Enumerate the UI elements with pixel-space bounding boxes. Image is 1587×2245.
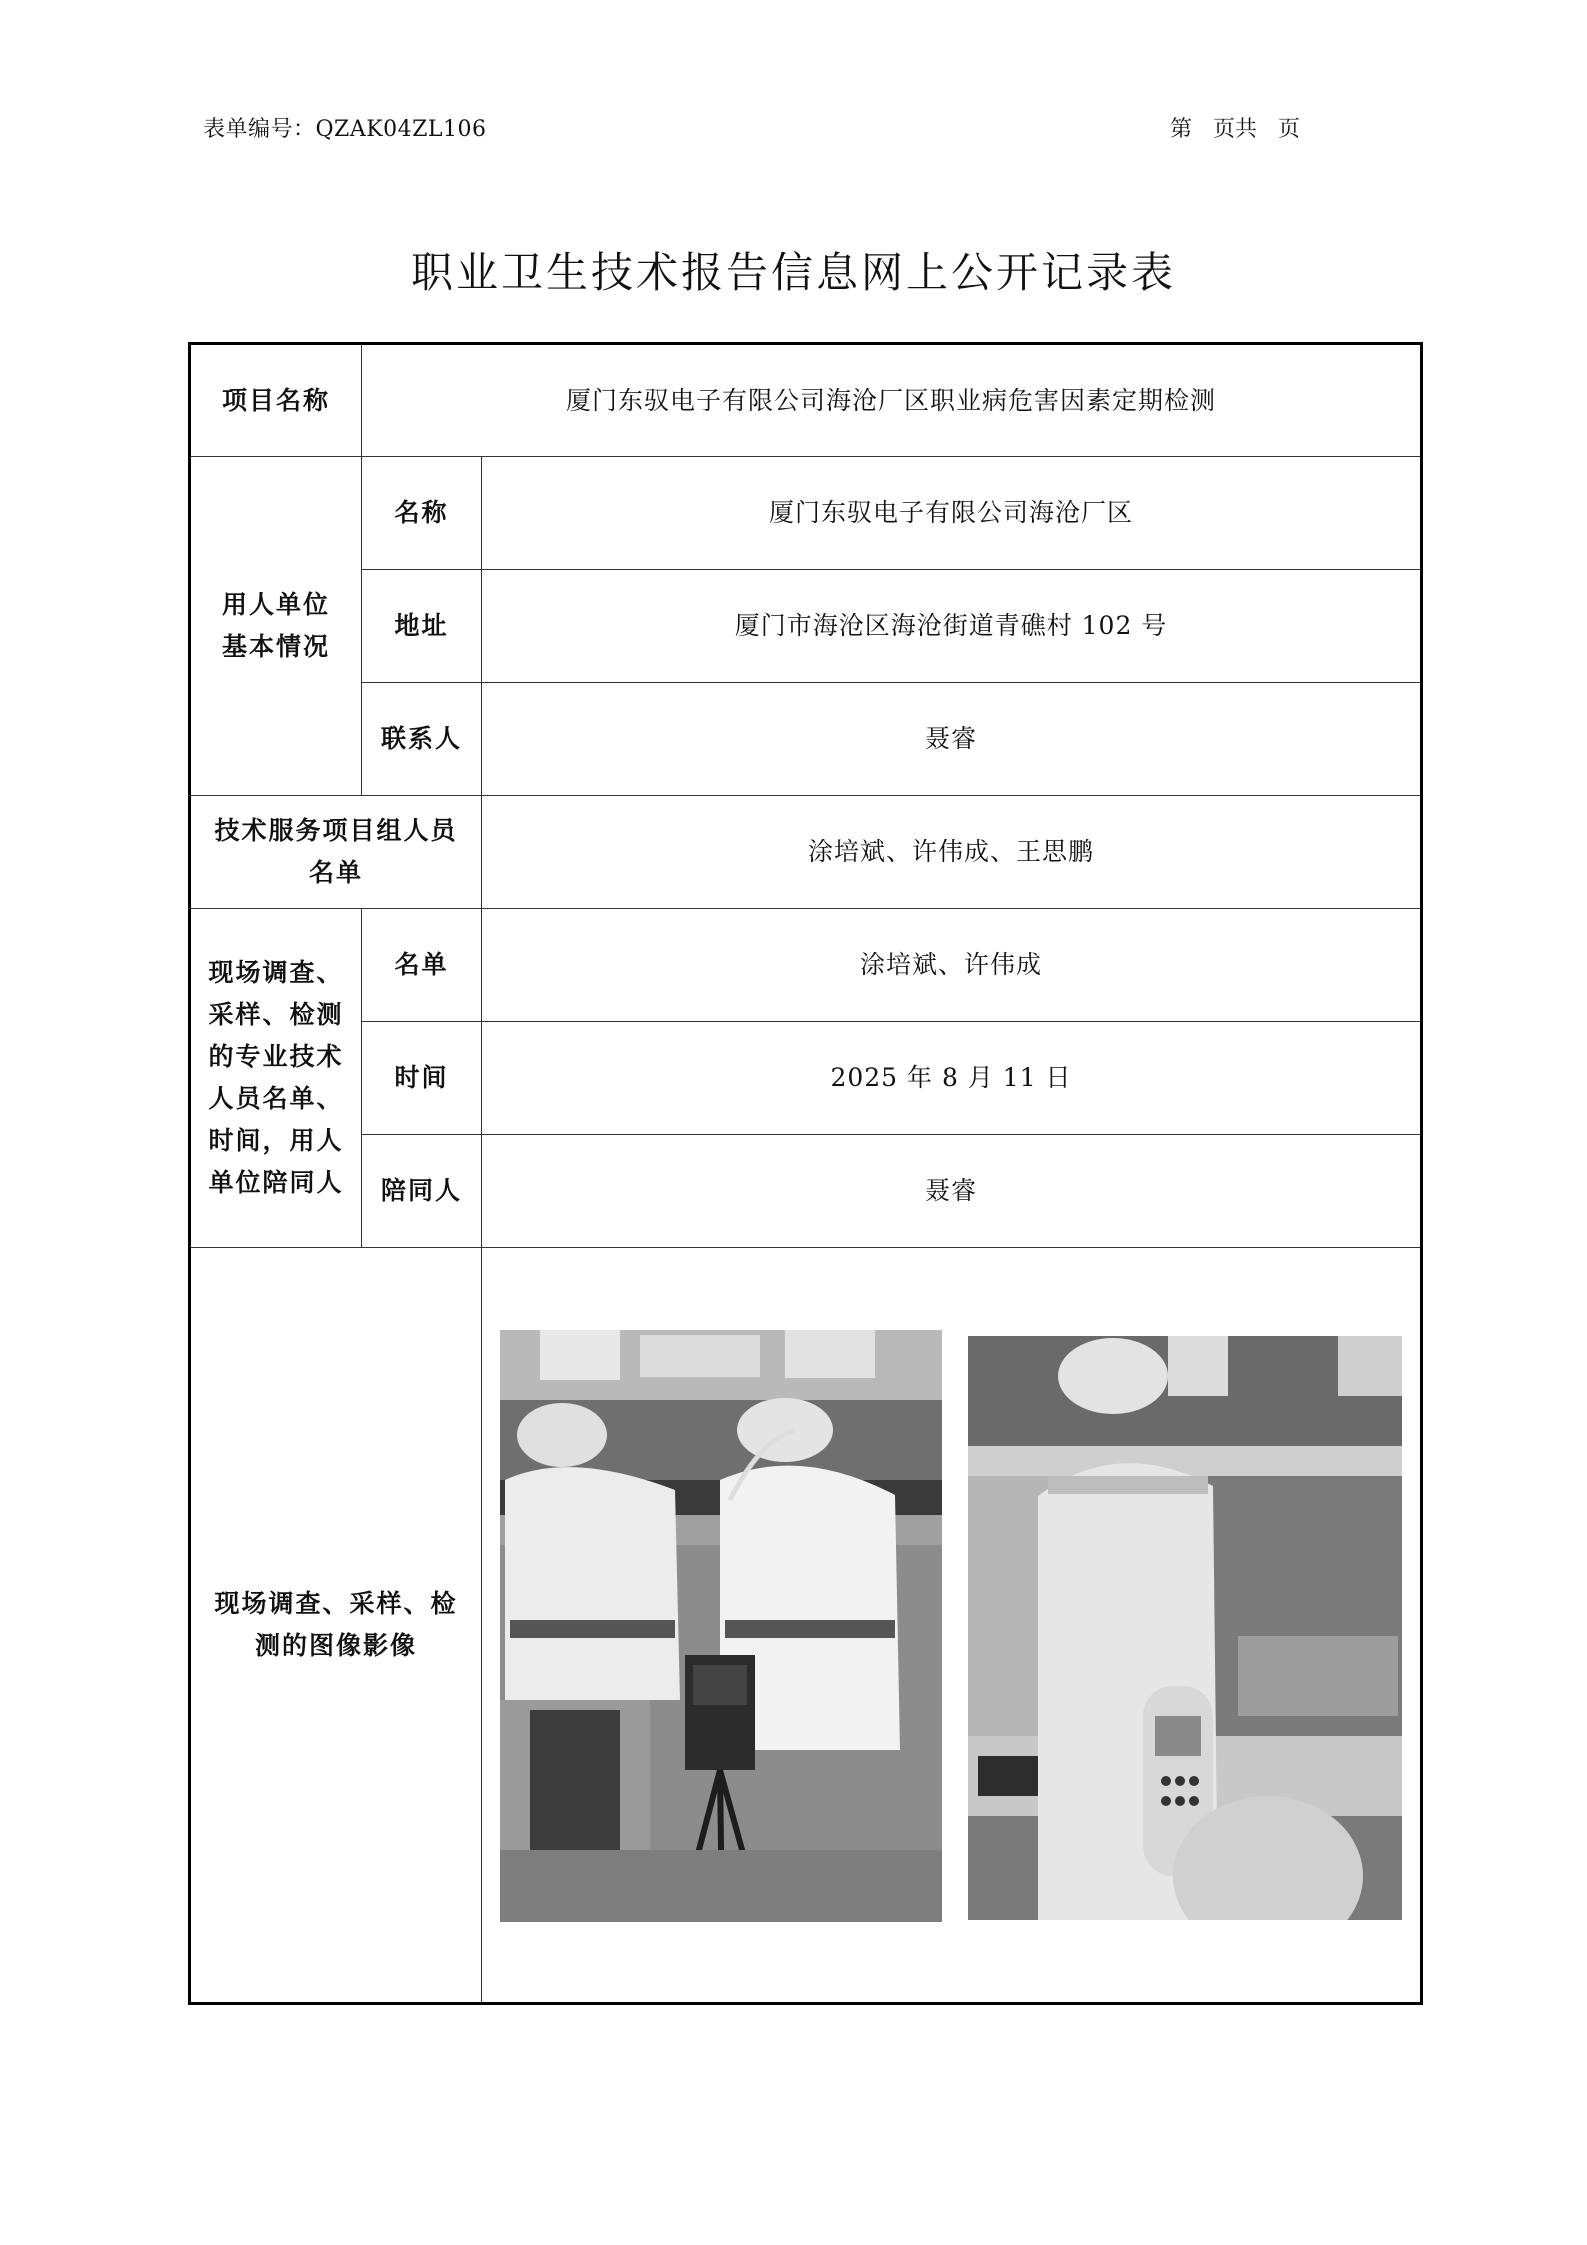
project-name-label: 项目名称 [190, 344, 362, 457]
employer-contact-value: 聂睿 [482, 683, 1422, 796]
survey-time-value: 2025 年 8 月 11 日 [482, 1022, 1422, 1135]
site-photo-1 [500, 1330, 942, 1922]
survey-names-value: 涂培斌、许伟成 [482, 909, 1422, 1022]
record-table [188, 342, 1423, 2005]
employer-address-label: 地址 [362, 570, 482, 683]
row-survey-names [190, 909, 1422, 1022]
employer-contact-label: 联系人 [362, 683, 482, 796]
images-label: 现场调查、采样、检测的图像影像 [190, 1248, 482, 2004]
row-employer-name [190, 457, 1422, 570]
row-survey-time [190, 1022, 1422, 1135]
survey-time-label: 时间 [362, 1022, 482, 1135]
employer-name-value: 厦门东驭电子有限公司海沧厂区 [482, 457, 1422, 570]
site-photo-2 [968, 1336, 1402, 1920]
site-photo-2-image [968, 1336, 1402, 1920]
survey-label: 现场调查、采样、检测的专业技术人员名单、时间，用人单位陪同人 [190, 909, 362, 1248]
row-employer-address [190, 570, 1422, 683]
survey-names-label: 名单 [362, 909, 482, 1022]
row-survey-escort [190, 1135, 1422, 1248]
row-images [190, 1248, 1422, 2004]
survey-escort-label: 陪同人 [362, 1135, 482, 1248]
row-team [190, 796, 1422, 909]
page-title: 职业卫生技术报告信息网上公开记录表 [410, 248, 1176, 297]
employer-address-value: 厦门市海沧区海沧街道青礁村 102 号 [482, 570, 1422, 683]
images-cell [482, 1248, 1422, 2004]
team-value: 涂培斌、许伟成、王思鹏 [482, 796, 1422, 909]
employer-name-label: 名称 [362, 457, 482, 570]
site-photo-1-image [500, 1330, 942, 1922]
survey-escort-value: 聂睿 [482, 1135, 1422, 1248]
page-info: 第 页共 页 [1170, 117, 1300, 142]
row-employer-contact [190, 683, 1422, 796]
form-number: 表单编号：QZAK04ZL106 [203, 117, 487, 142]
row-project-name [190, 344, 1422, 457]
project-name-value: 厦门东驭电子有限公司海沧厂区职业病危害因素定期检测 [362, 344, 1422, 457]
employer-label: 用人单位基本情况 [190, 457, 362, 796]
team-label: 技术服务项目组人员名单 [190, 796, 482, 909]
